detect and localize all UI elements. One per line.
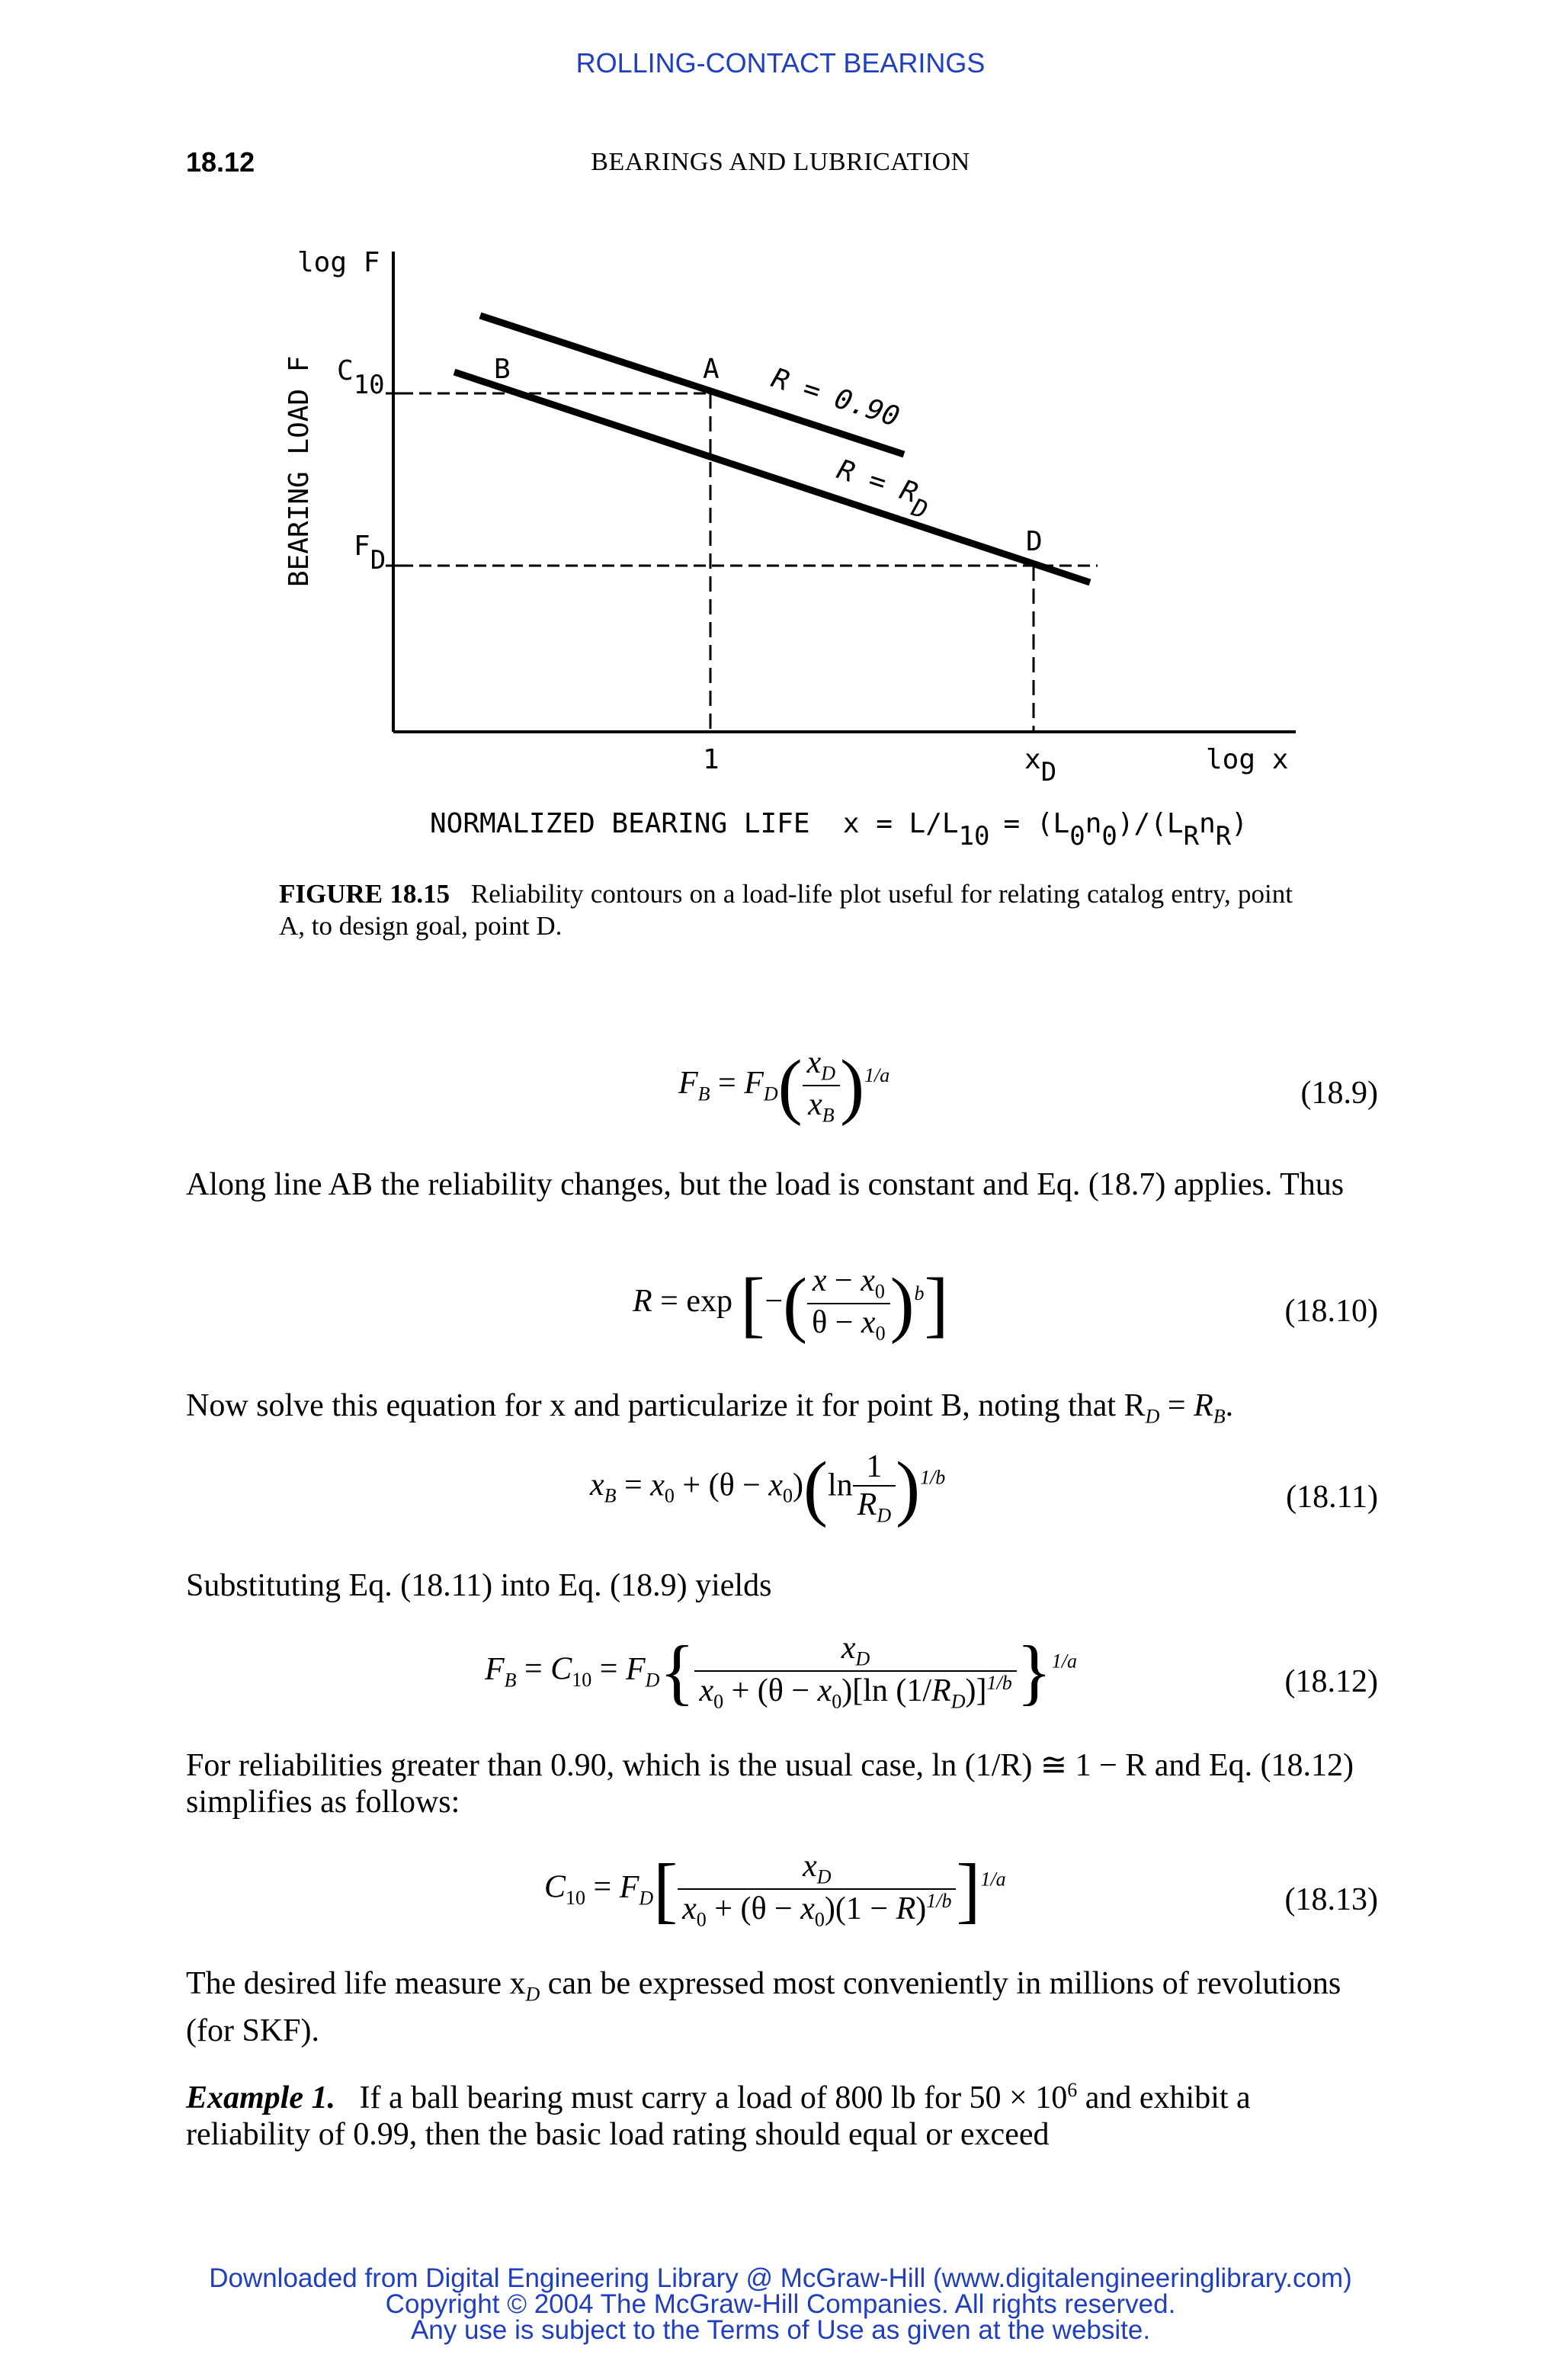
- load-life-figure: [274, 236, 1311, 861]
- line-upper-label: R = 0.90: [768, 362, 903, 434]
- figure-caption: [279, 878, 1293, 942]
- footer-line-2: Copyright © 2004 The McGraw-Hill Companies. All rights reserved.: [385, 2289, 1176, 2319]
- reliability-line-rd: [454, 372, 1090, 582]
- footer-line-1[interactable]: Downloaded from Digital Engineering Library @ McGraw-Hill (www.digitalengineeringlibrary.com): [209, 2263, 1352, 2293]
- figure-caption-text: Reliability contours on a load-life plot useful for relating catalog entry, point A, to design goal, point D.: [279, 879, 1293, 941]
- equation-number: (18.9): [1300, 1076, 1378, 1111]
- equation-number: (18.11): [1286, 1480, 1378, 1515]
- y-axis-top-label: log F: [297, 247, 380, 278]
- equation-18-10: R = exp [−( $\frac{x - x_0}{\theta - x_0}$ )$^b$] (18.10): [633, 1262, 1378, 1345]
- point-a-label: A: [703, 354, 720, 385]
- equation-18-9: $F_B = F_D$( $\frac{x_D}{x_B}$ )$^{1/a}$ (18.9): [678, 1044, 1378, 1127]
- equation-number: (18.12): [1284, 1664, 1378, 1699]
- paragraph-desired-life: The desired life measure $x_D$ can be expressed most conveniently in millions of revolutions (for SKF).: [186, 1966, 1341, 2049]
- fd-label: FD: [354, 531, 386, 576]
- equation-number: (18.10): [1284, 1294, 1378, 1329]
- page-header: BEARINGS AND LUBRICATION: [591, 148, 970, 176]
- c10-label: C10: [337, 355, 385, 400]
- equation-18-12: $F_B = C_{10} = F_D${ $\frac{x_D}{x_0 + (\theta - x_0)[\ln (1/R_D)]^{1/b}}$ }$^{1/a}$ (18.12): [485, 1630, 1378, 1713]
- x-tick-xd: xD: [1024, 744, 1057, 787]
- equation-18-11: $x_B = x_0 + (\theta - x_0)(\ln$ $\frac{1}{R_D}$ )$^{1/b}$ (18.11): [590, 1446, 1378, 1528]
- paragraph-reliabilities: For reliabilities greater than 0.90, which is the usual case, ln (1/R) ≅ 1 − R and Eq. (18.12) simplifies as follows:: [186, 1748, 1354, 1820]
- paragraph-line-ab: Along line AB the reliability changes, but the load is constant and Eq. (18.7) applies. Thus: [186, 1167, 1345, 1202]
- paragraph-example: Example 1. If a ball bearing must carry a load of 800 lb for $50 \times 10^6$ and exhibit a reliability of 0.99, then the basic load rating should equal or exceed: [186, 2079, 1251, 2152]
- equation-number: (18.13): [1284, 1882, 1378, 1917]
- point-d-label: D: [1026, 526, 1043, 557]
- footer-line-3: Any use is subject to the Terms of Use as given at the website.: [410, 2315, 1151, 2345]
- x-axis-caption: NORMALIZED BEARING LIFE x = L/L10 = (L0n0)/(LRnR): [430, 808, 1248, 852]
- footer: [0, 2263, 1561, 2345]
- figure-caption-label: FIGURE 18.15: [279, 879, 450, 909]
- equation-18-13: $C_{10} = F_D$[ $\frac{x_D}{x_0 + (\theta - x_0)(1 - R)^{1/b}}$ ]$^{1/a}$ (18.13): [544, 1848, 1378, 1931]
- y-axis-label: BEARING LOAD F: [284, 355, 315, 587]
- point-b-label: B: [494, 354, 511, 385]
- running-head: ROLLING-CONTACT BEARINGS: [575, 47, 986, 79]
- x-axis-end-label: log x: [1206, 744, 1289, 775]
- line-lower-label: R = RD: [833, 454, 931, 525]
- page-number: 18.12: [186, 146, 255, 178]
- paragraph-solve: Now solve this equation for x and particularize it for point B, noting that $R_D = R_B$.: [186, 1388, 1234, 1428]
- paragraph-substituting: Substituting Eq. (18.11) into Eq. (18.9) yields: [186, 1568, 772, 1603]
- x-tick-1: 1: [703, 744, 720, 775]
- example-label: Example 1.: [186, 2080, 335, 2115]
